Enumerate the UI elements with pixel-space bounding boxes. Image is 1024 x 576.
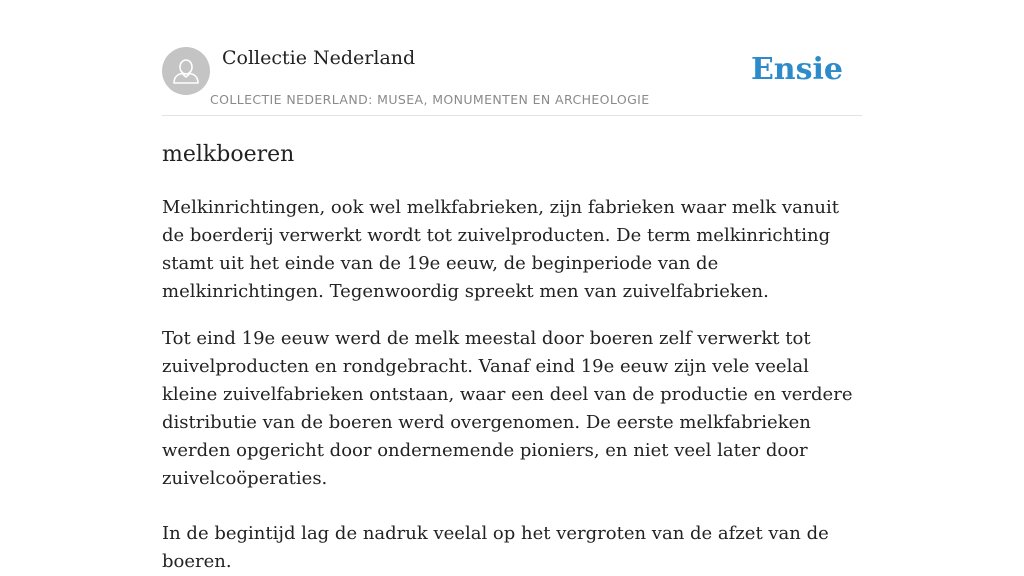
source-subtitle[interactable]: COLLECTIE NEDERLAND: MUSEA, MONUMENTEN EN ARCHEOLOGIE (210, 92, 650, 107)
avatar[interactable] (162, 47, 210, 95)
article-paragraph-3: In de begintijd lag de nadruk veelal op het vergroten van de afzet van de boeren. (162, 523, 829, 572)
brand-logo[interactable]: Ensie (750, 52, 843, 87)
content-container (162, 0, 862, 576)
user-silhouette-icon (162, 47, 210, 95)
article-paragraph-1: Melkinrichtingen, ook wel melkfabrieken, zijn fabrieken waar melk vanuit de boerderij verwerkt wordt tot zuivelproducten. De term melkinrichting stamt uit het einde van de 19e eeuw, de beginperiode van de melkinrichtingen. Tegenwoordig spreekt men van zuivelfabrieken. (162, 197, 839, 302)
article-title: melkboeren (162, 142, 295, 167)
header (162, 0, 862, 116)
author-name[interactable]: Collectie Nederland (222, 47, 416, 69)
article-paragraph-2: Tot eind 19e eeuw werd de melk meestal door boeren zelf verwerkt tot zuivelproducten en rondgebracht. Vanaf eind 19e eeuw zijn vele veelal kleine zuivelfabrieken ontstaan, waar een deel van de productie en verdere distributie van de boeren werd overgenomen. De eerste melkfabrieken werden opgericht door ondernemende pioniers, en niet veel later door zuivelcoöperaties. (162, 328, 853, 489)
